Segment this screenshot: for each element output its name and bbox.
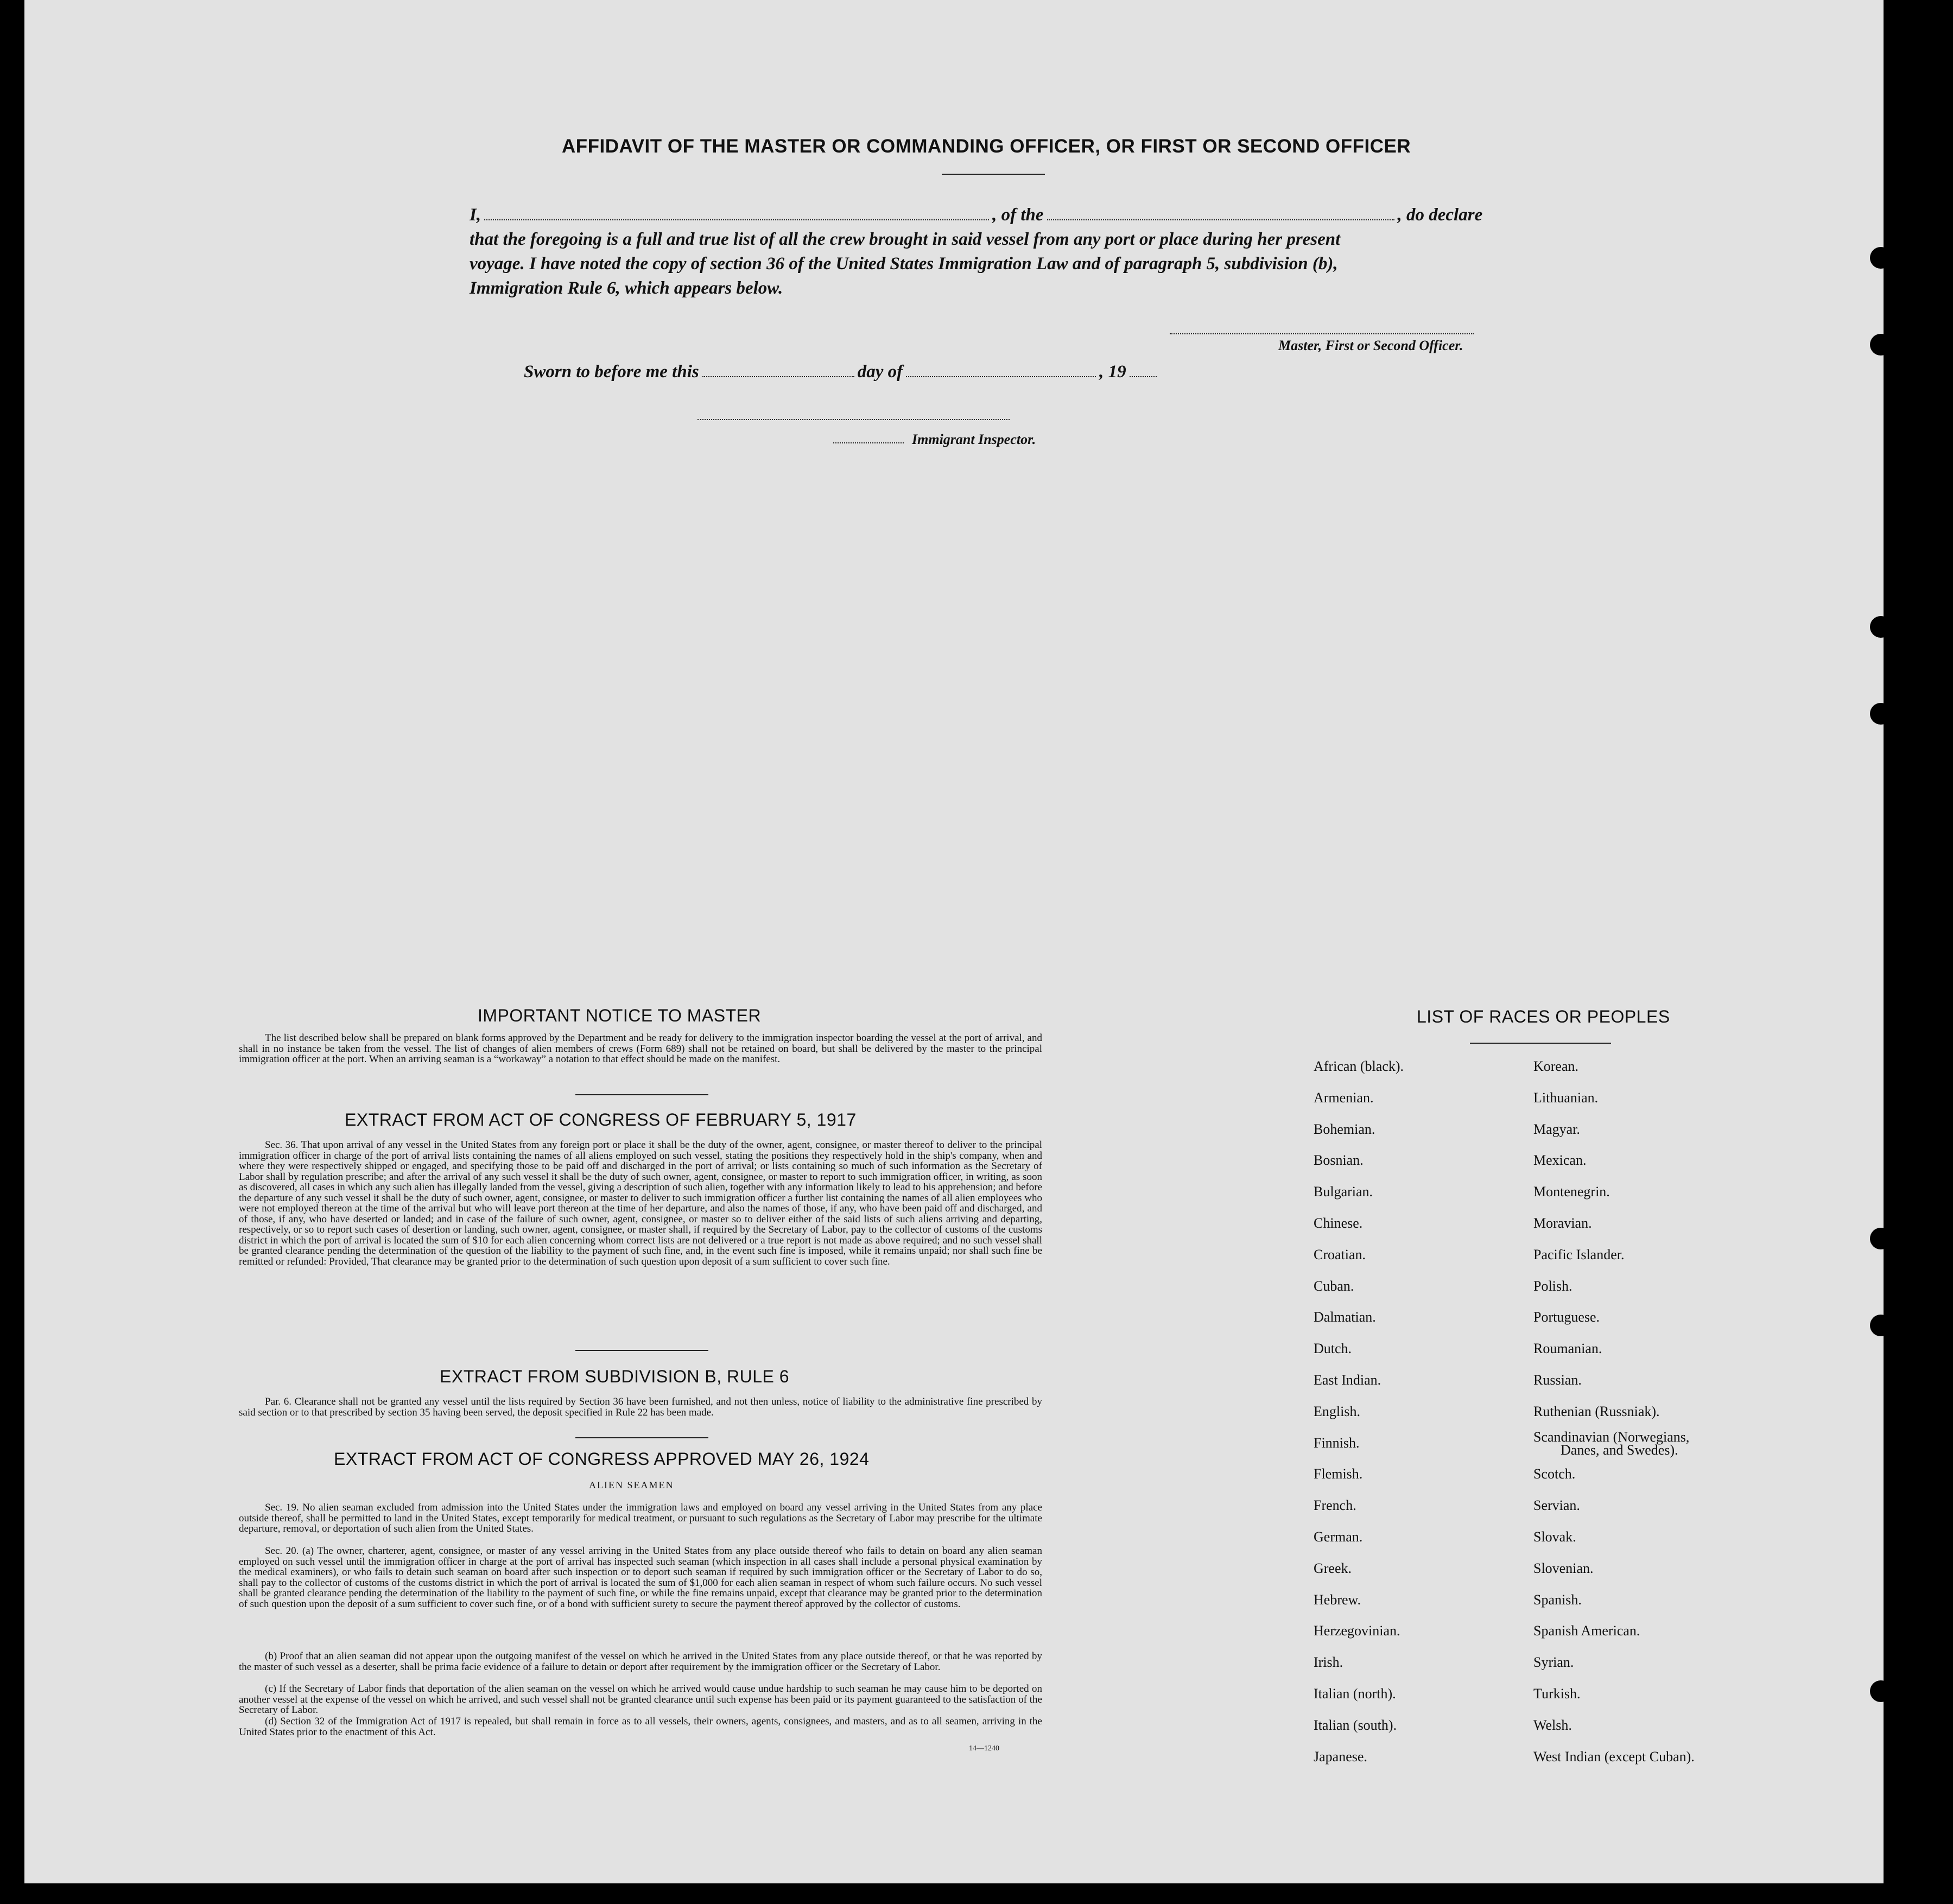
master-signature-label: Master, First or Second Officer. (1278, 338, 1463, 353)
race-item (1533, 1278, 1572, 1294)
vessel-blank[interactable] (1047, 219, 1394, 220)
race-label: Servian. (1533, 1497, 1580, 1514)
affidavit-line-3: voyage. I have noted the copy of section 36 of the United States Immigration Law and of paragraph 5, subdivision (b), (470, 254, 1338, 274)
race-item (1533, 1309, 1600, 1325)
race-label: Slovenian. (1533, 1560, 1594, 1576)
extract-rule6-title: EXTRACT FROM SUBDIVISION B, RULE 6 (440, 1367, 790, 1386)
race-item (1533, 1592, 1582, 1608)
race-label: Chinese. (1314, 1215, 1363, 1231)
form-number: 14—1240 (969, 1744, 999, 1753)
race-item (1314, 1247, 1366, 1263)
race-label: Flemish. (1314, 1466, 1363, 1482)
notice-text: The list described below shall be prepared on blank forms approved by the Department and be ready for delivery to the immigration inspector boarding the vessel at the port of arrival, and shall in no instance be taken from the vessel. The list of changes of alien members of crews (Form 689) shall not be retained on board, but shall be delivered by the master to the principal immigration officer at the port. When an arriving seaman is a “workaway” a notation to that effect should be made on the manifest. (239, 1032, 1042, 1065)
race-item (1533, 1431, 1689, 1457)
race-label: Herzegovinian. (1314, 1623, 1400, 1639)
race-label: Dutch. (1314, 1341, 1352, 1357)
race-label: Turkish. (1533, 1686, 1581, 1702)
race-label: Polish. (1533, 1278, 1572, 1294)
race-label: Bulgarian. (1314, 1184, 1373, 1200)
race-label: Greek. (1314, 1560, 1352, 1576)
divider (1470, 1043, 1611, 1044)
race-item (1533, 1529, 1576, 1545)
race-label: Finnish. (1314, 1435, 1360, 1451)
race-label: Scandinavian (Norwegians, (1533, 1429, 1690, 1445)
race-item (1533, 1560, 1594, 1577)
extract-1917-text: Sec. 36. That upon arrival of any vessel in the United States from any foreign port or place it shall be the duty of the owner, agent, consignee, or master thereof to deliver to the principal immigration officer in charge of the port of arrival lists containing the names of all aliens employed on such vessel, stating the positions they respectively hold in the ship's company, when and where they were respectively shipped or engaged, and specifying those to be paid off and discharged in the port of arrival; or lists containing so much of such information as the Secretary of Labor shall by regulation prescribe; and after the arrival of any such vessel it shall be the duty of such owner, agent, consignee, or master to report to such immigration officer, in writing, as soon as discovered, all cases in which any such alien has illegally landed from the vessel, giving a description of such alien, together with any information likely to lead to his apprehension; and before the departure of any such vessel it shall be the duty of such owner, agent, consignee, or master to deliver to such immigration officer a further list containing the names of all alien employees who were not employed thereon at the time of the arrival but who will leave port thereon at the time of her departure, and also the names of those, if any, who have been paid off and discharged, and of those, if any, who have deserted or landed; and in case of the failure of such owner, agent, consignee, or master so to deliver either of the said lists of such aliens arriving and departing, respectively, or so to report such cases of desertion or landing, such owner, agent, consignee, or master shall, if required by the Secretary of Labor, pay to the collector of customs of the customs district in which the port of arrival is located the sum of $10 for each alien concerning whom correct lists are not delivered or a true report is not made as above required; and no such vessel shall be granted clearance pending the determination of the question of the liability to the payment of such fine, and, in the event such fine is imposed, while it remains unpaid; nor shall such fine be remitted or refunded: Provided, That clearance may be granted prior to the determination of such question upon deposit of a sum sufficient to cover such fine. (239, 1139, 1042, 1267)
affidavit-line-1 (470, 205, 1482, 225)
race-label: Spanish. (1533, 1591, 1582, 1608)
race-item (1314, 1215, 1362, 1232)
race-label: Russian. (1533, 1372, 1582, 1388)
sworn-start: Sworn to before me this (524, 362, 699, 382)
race-item (1533, 1090, 1598, 1106)
affidavit-line1-mid: , of the (992, 205, 1044, 225)
affidavit-title: AFFIDAVIT OF THE MASTER OR COMMANDING OFFICER, OR FIRST OR SECOND OFFICER (562, 136, 1411, 157)
race-item (1533, 1686, 1580, 1702)
race-label: Montenegrin. (1533, 1184, 1610, 1200)
sec20c-text: (c) If the Secretary of Labor finds that deportation of the alien seaman on the vessel on which he arrived would cause undue hardship to such seaman he may cause him to be deported on another vessel at the expense of the vessel on which he arrived, and such vessel shall not be granted clearance until such expense has been paid or its payment guaranteed to the satisfaction of the Secretary of Labor. (239, 1683, 1042, 1716)
race-label: English. (1314, 1403, 1360, 1419)
race-item (1533, 1184, 1610, 1200)
race-item (1533, 1058, 1578, 1075)
race-item (1314, 1278, 1354, 1294)
race-item (1314, 1592, 1361, 1608)
inspector-label: Immigrant Inspector. (912, 431, 1036, 447)
scan-border (1884, 0, 1953, 1904)
race-item (1314, 1184, 1373, 1200)
race-item (1533, 1152, 1586, 1169)
race-label: Armenian. (1314, 1089, 1374, 1106)
race-label: Ruthenian (Russniak). (1533, 1403, 1660, 1419)
sec20d-text: (d) Section 32 of the Immigration Act of 1917 is repealed, but shall remain in force as to all vessels, their owners, agents, consignees, and masters, and as to all seamen, arriving in the United States prior to the enactment of this Act. (239, 1716, 1042, 1738)
race-label: Bohemian. (1314, 1121, 1375, 1137)
affidavit-line-2: that the foregoing is a full and true list of all the crew brought in said vessel from any port or place during her present (470, 230, 1341, 249)
race-item (1314, 1372, 1381, 1388)
affidavit-line1-end: , do declare (1397, 205, 1483, 225)
race-label: Croatian. (1314, 1246, 1366, 1262)
race-item (1314, 1717, 1397, 1734)
race-item (1533, 1121, 1580, 1138)
sec20a-text: Sec. 20. (a) The owner, charterer, agent, consignee, or master of any vessel arriving in the United States from any place outside thereof who fails to detain on board any alien seaman employed on such vessel until the immigration officer in charge at the port of arrival has inspected such seaman (which inspection in all cases shall include a personal physical examination by the medical examiners), or who fails to detain such seaman on board after such inspection or to deport such seaman if required by such immigration officer or the Secretary of Labor to do so, shall pay to the collector of customs of the customs district in which the port of arrival is located the sum of $1,000 for each alien seaman in respect of whom such failure occurs. No such vessel shall be granted clearance pending the determination of the liability to the payment of such fine, or while the fine remains unpaid, except that clearance may be granted prior to the determination of such question upon the deposit of a sum sufficient to cover such fine, or of a bond with sufficient surety to secure the payment thereof approved by the collector of customs. (239, 1545, 1042, 1610)
race-label: Pacific Islander. (1533, 1246, 1625, 1262)
race-item (1314, 1749, 1367, 1765)
divider (575, 1094, 708, 1095)
race-label: German. (1314, 1529, 1363, 1545)
inspector-signature-line[interactable] (698, 419, 1010, 420)
race-label: Lithuanian. (1533, 1089, 1599, 1106)
race-item (1533, 1372, 1582, 1388)
race-label: French. (1314, 1497, 1356, 1514)
sec20b-text: (b) Proof that an alien seaman did not appear upon the outgoing manifest of the vessel on which he arrived in the United States from any place outside thereof, or that he was reported by the master of such vessel as a deserter, shall be prima facie evidence of a failure to detain or deport after requirement by the immigration officer or the Secretary of Labor. (239, 1651, 1042, 1673)
race-item (1314, 1090, 1373, 1106)
race-label: Korean. (1533, 1058, 1579, 1074)
race-label: Cuban. (1314, 1278, 1354, 1294)
race-label: Roumanian. (1533, 1341, 1602, 1357)
race-label: Welsh. (1533, 1717, 1572, 1733)
sworn-line (524, 362, 1160, 382)
race-label: East Indian. (1314, 1372, 1381, 1388)
race-item (1314, 1309, 1376, 1325)
race-label: Italian (south). (1314, 1717, 1397, 1733)
race-item (1314, 1623, 1400, 1639)
race-item (1314, 1686, 1396, 1702)
divider (575, 1437, 708, 1438)
sworn-mid: day of (857, 362, 903, 382)
race-label: West Indian (except Cuban). (1533, 1748, 1695, 1765)
race-item (1314, 1341, 1352, 1357)
race-item (1533, 1247, 1625, 1263)
race-label-continued: Danes, and Swedes). (1561, 1442, 1678, 1458)
race-item (1314, 1058, 1404, 1075)
race-item (1314, 1529, 1362, 1545)
race-item (1314, 1121, 1375, 1138)
race-label: Irish. (1314, 1654, 1343, 1671)
name-blank[interactable] (484, 219, 989, 220)
affidavit-line1-start: I, (470, 205, 481, 225)
master-signature-line[interactable] (1170, 333, 1474, 334)
document-page (24, 0, 1922, 1883)
race-item (1533, 1404, 1660, 1420)
inspector-lead-line (833, 442, 904, 443)
extract-rule6-text: Par. 6. Clearance shall not be granted any vessel until the lists required by Section 36 have been furnished, and not then unless, notice of liability to the administrative fine prescribed by said section or to that prescribed by section 35 having been served, the deposit specified in Rule 22 has been made. (239, 1396, 1042, 1418)
race-item (1314, 1466, 1362, 1482)
race-item (1314, 1560, 1352, 1577)
race-label: Japanese. (1314, 1748, 1367, 1765)
race-label: Italian (north). (1314, 1686, 1396, 1702)
sworn-end: , 19 (1099, 362, 1126, 382)
race-item (1314, 1404, 1360, 1420)
race-item (1533, 1215, 1592, 1232)
race-label: Scotch. (1533, 1466, 1576, 1482)
race-item (1533, 1749, 1695, 1765)
race-label: Slovak. (1533, 1529, 1576, 1545)
race-item (1533, 1497, 1580, 1514)
year-blank[interactable] (1130, 376, 1157, 377)
race-label: Dalmatian. (1314, 1309, 1376, 1325)
divider (942, 174, 1045, 175)
race-item (1533, 1341, 1602, 1357)
race-label: Spanish American. (1533, 1623, 1640, 1639)
affidavit-line-4: Immigration Rule 6, which appears below. (470, 278, 783, 298)
extract-1924-title: EXTRACT FROM ACT OF CONGRESS APPROVED MAY 26, 1924 (334, 1449, 870, 1469)
race-label: Magyar. (1533, 1121, 1580, 1137)
race-label: African (black). (1314, 1058, 1404, 1074)
sec19-text: Sec. 19. No alien seaman excluded from admission into the United States under the immigration laws and employed on board any vessel arriving in the United States from any place outside thereof, shall be permitted to land in the United States, except temporarily for medical treatment, or pursuant to such regulations as the Secretary of Labor may prescribe for the ultimate departure, removal, or deportation of such alien from the United States. (239, 1502, 1042, 1534)
race-label: Syrian. (1533, 1654, 1574, 1671)
race-item (1314, 1654, 1343, 1671)
race-item (1314, 1435, 1360, 1451)
notice-title: IMPORTANT NOTICE TO MASTER (478, 1006, 762, 1025)
races-title: LIST OF RACES OR PEOPLES (1417, 1007, 1670, 1026)
month-blank[interactable] (906, 376, 1096, 377)
race-label: Hebrew. (1314, 1591, 1361, 1608)
race-item (1533, 1654, 1574, 1671)
day-blank[interactable] (702, 376, 854, 377)
race-item (1533, 1717, 1572, 1734)
race-label: Bosnian. (1314, 1152, 1364, 1169)
race-label: Portuguese. (1533, 1309, 1600, 1325)
extract-1917-title: EXTRACT FROM ACT OF CONGRESS OF FEBRUARY 5, 1917 (345, 1110, 857, 1129)
race-label: Mexican. (1533, 1152, 1587, 1169)
divider (575, 1350, 708, 1351)
race-item (1533, 1623, 1640, 1639)
alien-seamen-subtitle: ALIEN SEAMEN (589, 1480, 674, 1490)
race-label: Moravian. (1533, 1215, 1592, 1231)
race-item (1314, 1152, 1364, 1169)
race-item (1533, 1466, 1575, 1482)
race-item (1314, 1497, 1356, 1514)
